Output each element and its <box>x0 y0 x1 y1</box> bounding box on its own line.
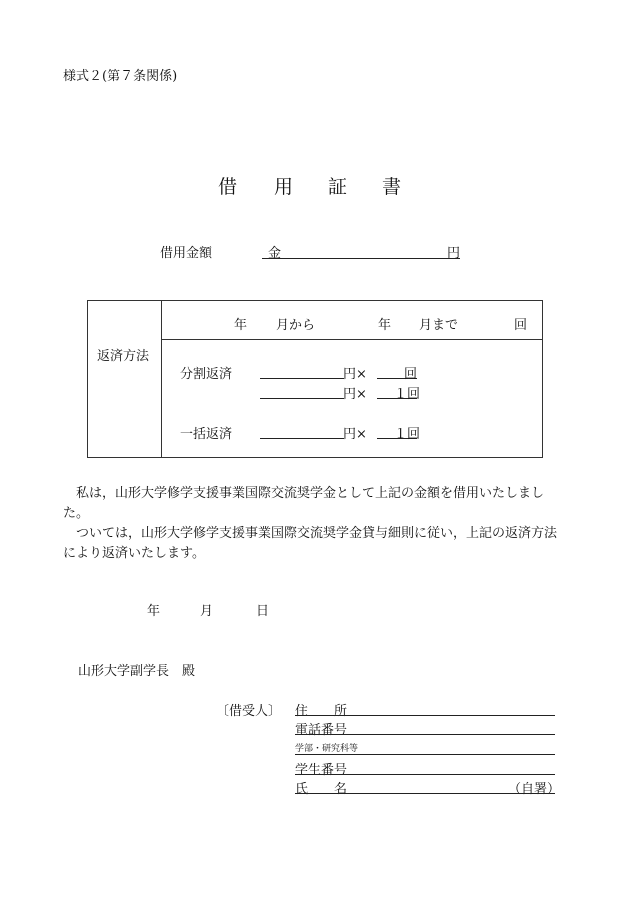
addressee: 山形大学副学長 殿 <box>78 664 196 679</box>
amount-suffix: 円 <box>447 246 461 261</box>
amount-label: 借用金額 <box>160 246 213 261</box>
form-reference: 様式２(第７条関係) <box>63 69 178 84</box>
installment-label: 分割返済 <box>180 367 233 382</box>
installment-yen-1: 円× <box>343 367 367 382</box>
student-number-field[interactable] <box>295 774 555 775</box>
title-char-2: 用 <box>274 176 294 198</box>
department-field[interactable] <box>295 754 555 755</box>
period-year-end: 年 <box>378 318 392 333</box>
statement-paragraph-2: ついては，山形大学修学支援事業国際交流奨学金貸与細則に従い，上記の返済方法により返済いたします。 <box>63 526 558 561</box>
installment-times-1: 回 <box>404 367 418 382</box>
lump-sum-amount-field[interactable] <box>260 438 344 439</box>
table-divider-horizontal <box>161 339 542 340</box>
date-year: 年 <box>147 604 161 619</box>
lump-sum-yen: 円× <box>343 427 367 442</box>
repayment-method-label: 返済方法 <box>97 349 150 364</box>
signature-note: （自署） <box>508 782 561 797</box>
period-month-from: 月から <box>276 318 316 333</box>
borrower-label: 〔借受人〕 <box>216 704 282 719</box>
phone-field[interactable] <box>295 734 555 735</box>
date-day: 日 <box>256 604 270 619</box>
name-field[interactable] <box>295 793 555 794</box>
amount-prefix: 金 <box>268 246 282 261</box>
title-char-4: 書 <box>382 176 402 198</box>
installment-times-2: １回 <box>394 387 421 402</box>
amount-field[interactable] <box>262 258 460 259</box>
phone-label: 電話番号 <box>295 723 348 738</box>
lump-sum-times: １回 <box>394 427 421 442</box>
title-char-3: 証 <box>328 176 348 198</box>
title-char-1: 借 <box>218 176 238 198</box>
lump-sum-label: 一括返済 <box>180 427 233 442</box>
address-label: 住 所 <box>295 704 348 719</box>
name-label: 氏 名 <box>295 782 348 797</box>
student-number-label: 学生番号 <box>295 763 348 778</box>
period-month-to: 月まで <box>419 318 459 333</box>
repayment-table <box>87 300 543 458</box>
date-month: 月 <box>200 604 214 619</box>
period-year-start: 年 <box>234 318 248 333</box>
period-times: 回 <box>514 318 528 333</box>
department-label: 学部・研究科等 <box>295 744 359 754</box>
installment-amount-field-1[interactable] <box>260 378 344 379</box>
installment-amount-field-2[interactable] <box>260 398 344 399</box>
statement-paragraph-1: 私は，山形大学修学支援事業国際交流奨学金として上記の金額を借用いたしました。 <box>63 486 545 521</box>
address-field[interactable] <box>295 715 555 716</box>
table-divider-vertical <box>161 301 162 457</box>
installment-yen-2: 円× <box>343 387 367 402</box>
